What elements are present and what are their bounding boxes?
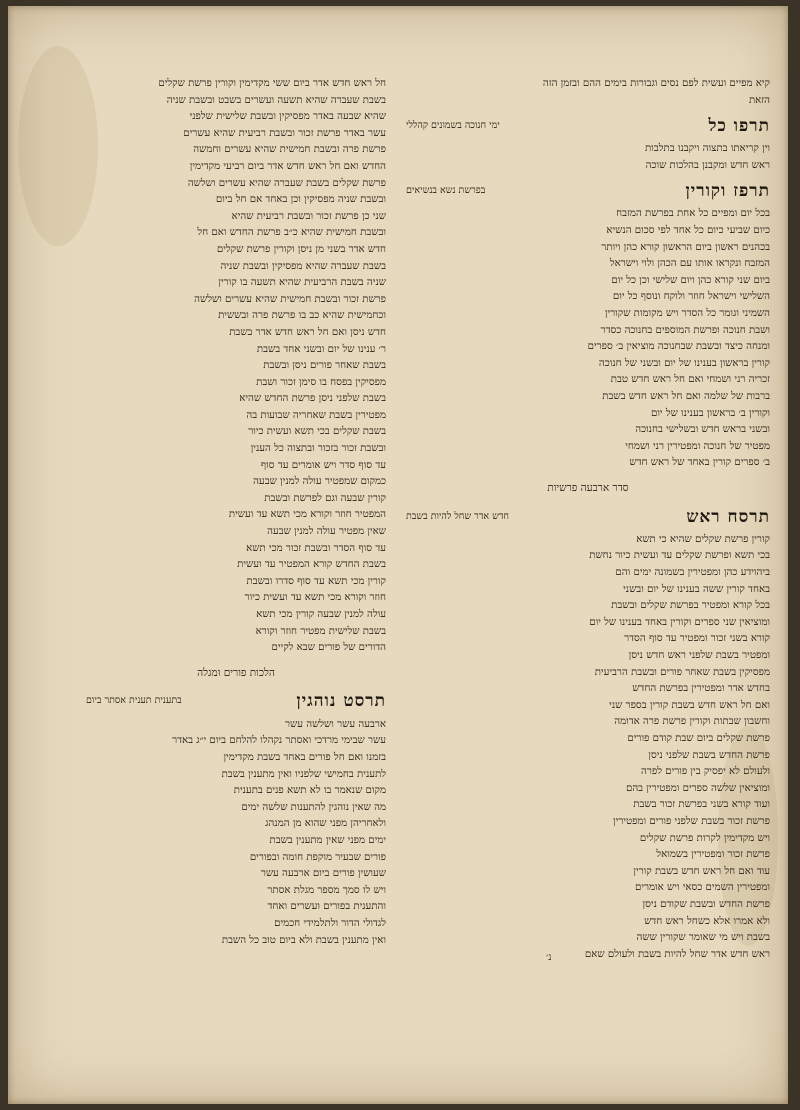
text-line: בשבת שלפני ניסן פרשת החדש שהיא bbox=[239, 393, 386, 405]
text-line: לתענית בחמישי שלפניו ואין מתענין בשבת bbox=[221, 768, 386, 780]
text-line: ראש חדש ומקבנן בהלכות שוכה bbox=[645, 159, 770, 171]
text-line: מפטיר של חנוכה ומפטירין רני ושמחי bbox=[625, 440, 770, 452]
text-line: ראש חדש אדר שחל להיות בשבת ולעולם שאם bbox=[584, 948, 770, 960]
text-line: ומפטירין השמים כסאי ויש אומרים bbox=[634, 882, 770, 894]
text-line: ר׳ ענינו של יום ובשני אחד בשבת bbox=[256, 343, 386, 355]
left-lines-a bbox=[86, 76, 386, 657]
text-line: בשבת החדש קורא המפטיר עד ועשית bbox=[237, 559, 386, 571]
text-line: בזמנו ואם חל פורים באחד בשבת מקדימין bbox=[223, 751, 386, 763]
text-line: זכריה רני ושמחי ואם חל ראש חדש טבת bbox=[610, 374, 770, 386]
text-line: קורא בשני זכור ומפטיר עד סוף הסדר bbox=[624, 633, 770, 645]
text-line: ארבעה עשר ושלשה עשר bbox=[285, 718, 386, 730]
right-text-column bbox=[406, 76, 770, 963]
text-line: המפטיר חוזר וקורא מכי תשא עד ועשית bbox=[228, 509, 386, 521]
text-line: ולעולם לא יפסיק בין פורים לפרה bbox=[641, 766, 770, 778]
text-line: עשר באדר פרשת זכור ובשבת רביעית שהיא עשרים bbox=[183, 127, 386, 139]
text-line: פרשת זכור בשבת שלפני פורים ומפטירין bbox=[613, 815, 770, 827]
text-line: החדש ואם חל ראש חדש אדר ביום רביעי מקדימין bbox=[189, 160, 386, 172]
text-line: כיום שביעי כיום כל אחד לפי סכום הנשיא bbox=[606, 224, 770, 236]
left-text-column bbox=[86, 76, 386, 949]
text-line: קיא מפיים ועשית לפם נסים וגבורות בימים ההם ובזמן הזה bbox=[542, 78, 770, 89]
text-line: וין קריאתו בתצוה ויקבנו בתלבות bbox=[645, 143, 770, 155]
text-line: קורין פרשת שקלים שהיא כי תשא bbox=[636, 533, 770, 545]
text-line: ומוציאין שני ספרים וקורין באחד בענינו של יום bbox=[589, 616, 770, 628]
text-line: ובשני בראש חדש ובשלישי בחנוכה bbox=[635, 424, 770, 436]
text-line: בשבת ויש מי שאומר שקורין ששה bbox=[636, 932, 770, 944]
text-line: ושבת חנוכה ופרשת המוספים בחנוכה כסדר bbox=[600, 324, 770, 336]
text-line: ומוציאין שלשה ספרים ומפטירין בהם bbox=[625, 782, 770, 794]
text-line: בשבת שעברה שהיא תשעה ועשרים בשבט ובשבת שניה bbox=[166, 94, 386, 106]
text-line: פרשת שקלים בשבת שעברה שהיא עשרים ושלשה bbox=[187, 177, 386, 189]
heading-subtext: בתענית תענית אסתר ביום bbox=[86, 695, 182, 707]
text-line: עולה למנין שבעה קורין מכי תשא bbox=[256, 609, 386, 620]
text-line: ואין מתענין בשבת ולא ביום טוב כל השבת bbox=[221, 934, 386, 946]
text-line: ביום שני קורא כהן ויום שלישי וכן כל יום bbox=[611, 274, 770, 286]
heading-label: תרסח ראש bbox=[686, 506, 770, 527]
text-line: עד סוף סדר ויש אומרים עד סוף bbox=[260, 459, 386, 471]
right-lines-a bbox=[406, 76, 770, 109]
text-line: מקום שנאמר בו לא תשא פנים בתענית bbox=[233, 785, 386, 797]
text-line: ימים מפני שאין מתענין בשבת bbox=[269, 834, 386, 846]
heading-label: תרפו כל bbox=[708, 115, 770, 136]
text-line: פרשת שקלים ביום שבת קודם פורים bbox=[627, 733, 770, 744]
text-line: כמקום שמפטיר עולה למנין שבעה bbox=[253, 476, 386, 488]
heading-tarsach bbox=[406, 504, 770, 530]
text-line: בכל יום ומפיים כל אחת בפרשת המזבח bbox=[616, 208, 770, 220]
text-line: פורים שבעיר מוקפת חומה ובפורים bbox=[249, 851, 386, 863]
text-line: ובשבת חמישית שהיא כ״ב פרשת החדש ואם חל bbox=[197, 227, 386, 239]
text-line: קורין בראשון בענינו של יום ובשני של חנוכה bbox=[598, 357, 770, 369]
text-line: והתענית בפורים ועשרים ואחד bbox=[267, 901, 386, 913]
text-line: בשבת שקלים בכי תשא ועשית כיור bbox=[248, 426, 386, 438]
text-line: הזאת bbox=[748, 94, 770, 106]
text-line: ובשבת זכור בזכור ובתצוה כל הענין bbox=[250, 443, 386, 455]
text-line: ומפטיר בשבת שלפני ראש חדש ניסן bbox=[628, 650, 770, 662]
text-line: שני כן פרשת זכור ובשבת רביעית שהיא bbox=[231, 210, 386, 222]
text-line: פרשת החדש בשבת שלפני ניסן bbox=[648, 749, 770, 761]
text-line: עוד ואם חל ראש חדש בשבת קורין bbox=[633, 865, 770, 877]
gathering-signature: נ׳ bbox=[546, 952, 552, 963]
text-line: מפסיקין בשבת שאחר פורים ובשבת הרביעית bbox=[594, 666, 770, 678]
text-line: המזבח ונקראו אותו עם הכהן ולוי וישראל bbox=[609, 258, 770, 270]
text-line: בכל קורא ומפטיר בפרשת שקלים ובשבת bbox=[611, 600, 770, 612]
text-line: ובשבת שניה מפסיקין וכן באחד אם חל ביום bbox=[215, 194, 386, 206]
text-line: וקורין ב׳ בראשון בענינו של יום bbox=[650, 407, 770, 419]
text-line: פרשת זכור ומפטירין בשמואל bbox=[656, 849, 770, 861]
text-line: ולא אמרו אלא כשחל ראש חדש bbox=[644, 915, 770, 927]
text-line: שהיא שבעה באדר מפסיקין ובשבת שלישית שלפני bbox=[189, 111, 386, 123]
heading-tarpu bbox=[406, 113, 770, 139]
text-line: ולאחריהן מפני שהוא מן המנהג bbox=[265, 818, 386, 830]
text-line: פרשת זכור ובשבת חמישית שהיא עשרים ושלשה bbox=[194, 293, 386, 305]
section-title-four-parshiyot: סדר ארבעה פרשיות bbox=[547, 481, 629, 494]
text-line: קורין שבעה וגם לפרשת ובשבת bbox=[264, 492, 386, 504]
heading-label: תרסט נוהגין bbox=[296, 691, 386, 712]
text-line: פרשת פרה ובשבת חמישית שהיא עשרים וחמשה bbox=[193, 144, 386, 156]
text-line: מה שאין נוהגין להתענות שלשה ימים bbox=[241, 801, 386, 813]
text-line: הדורים של פורים שבא לקיים bbox=[271, 642, 386, 654]
text-line: בשבת שאחר פורים ניסן ובשבת bbox=[263, 360, 386, 372]
text-line: מפסיקין בפסח בו סימן זכור ושבת bbox=[256, 376, 386, 388]
right-lines-c bbox=[406, 206, 770, 472]
text-line: עד סוף הסדר ובשבת זכור מכי תשא bbox=[246, 542, 386, 554]
heading-subtext: חדש אדר שחל להיות בשבת bbox=[406, 510, 510, 522]
text-line: שאין מפטיר עולה למנין שבעה bbox=[267, 526, 386, 538]
heading-tarpaz bbox=[406, 178, 770, 204]
text-line: ועוד קורא בשני בפרשת זכור בשבת bbox=[633, 799, 770, 811]
text-line: חוזר וקורא מכי תשא עד ועשית כיור bbox=[244, 592, 386, 604]
text-line: השמיני וגומר כל הסדר ויש מקומות שקורין bbox=[604, 307, 770, 319]
text-line: ומנחה כיצד ובשבת שבחנוכה מוציאין ב׳ ספרים bbox=[587, 341, 770, 353]
text-line: קורין מכי תשא עד סוף סדרו ובשבת bbox=[246, 575, 386, 587]
text-line: בכהנים ראשון ביום הראשון קורא כהן ויותר bbox=[601, 241, 770, 253]
text-line: חדש אדר בשני מן ניסן וקורין פרשת שקלים bbox=[216, 243, 386, 255]
text-line: ויש מקדימין לקרות פרשת שקלים bbox=[639, 832, 770, 844]
text-line: ברבות של שלמה ואם חל ראש חדש בשבת bbox=[602, 390, 770, 402]
text-line: ויש לו סמך מספר מגלת אסתר bbox=[267, 884, 386, 896]
text-line: עשר שבימי מרדכי ואסתר נקהלו להלחם ביום י״ג באדר bbox=[172, 735, 386, 747]
section-title-purim: הלכות פורים ומגלה bbox=[197, 666, 275, 679]
text-line: בשבת שלישית מפטיר חוזר וקורא bbox=[255, 625, 386, 637]
text-line: ואם חל ראש חדש בשבת קורין בספר שני bbox=[609, 699, 770, 711]
text-line: מפטירין בשבת שאחריה שבועות בה bbox=[246, 409, 386, 421]
heading-tarsat bbox=[86, 689, 386, 715]
text-line: וכחמישית שהיא כב בו פרשת פרה ובששית bbox=[218, 310, 386, 322]
text-line: לגדולי הדור ולתלמידי חכמים bbox=[274, 917, 386, 929]
text-line: שניה בשבת הרביעית שהיא תשעה בו קורין bbox=[218, 277, 386, 289]
text-line: בכי תשא ופרשת שקלים עד ועשית כיור נחשת bbox=[589, 550, 770, 562]
heading-subtext: ימי חנוכה בשמונים קהללי bbox=[406, 119, 500, 131]
left-lines-b bbox=[86, 733, 386, 949]
heading-label: תרפז וקורין bbox=[685, 181, 770, 202]
text-line: פרשת החדש ובשבת שקודם ניסן bbox=[642, 898, 770, 910]
right-lines-b bbox=[406, 141, 770, 174]
text-line: ביהוידע כהן ומפטירין בשמונה ימים והם bbox=[615, 567, 770, 579]
text-line: חל ראש חדש אדר ביום ששי מקדימין וקורין פרשת שקלים bbox=[158, 78, 386, 89]
text-line: שעושין פורים ביום ארבעה עשר bbox=[260, 868, 386, 880]
text-line: באחד קורין ששה בענינו של יום ובשני bbox=[623, 583, 770, 595]
text-line: ב׳ ספרים קורין באחד של ראש חדש bbox=[629, 457, 770, 469]
text-line: וחשבון שבתות וקורין פרשת פרה אדומה bbox=[614, 716, 770, 728]
right-lines-d bbox=[406, 532, 770, 963]
heading-subtext: בפרשת נשא בנשיאים bbox=[406, 185, 486, 197]
text-line: בחדש אדר ומפטירין בפרשת החדש bbox=[632, 683, 770, 695]
text-line: חדש ניסן ואם חל ראש חדש אדר בשבת bbox=[229, 326, 386, 338]
text-line: בשבת שעברה שהיא מפסיקין ובשבת שניה bbox=[220, 260, 386, 272]
text-line: השלישי וישראל חוזר ולוקח ונוסף כל יום bbox=[612, 291, 770, 303]
